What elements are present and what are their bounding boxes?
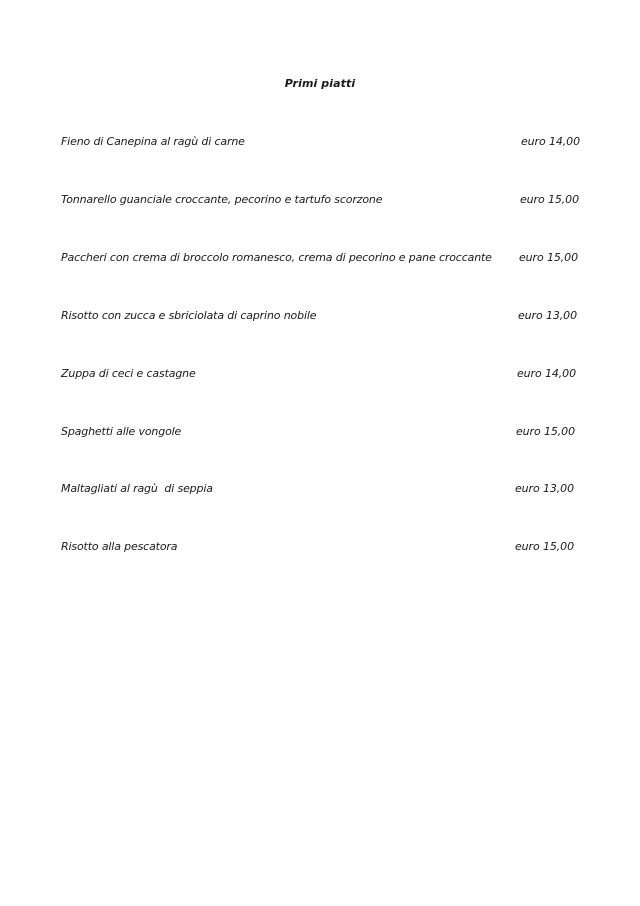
menu-item-name: Risotto con zucca e sbriciolata di caprino nobile	[61, 309, 317, 322]
menu-item-name: Tonnarello guanciale croccante, pecorino e tartufo scorzone	[61, 193, 383, 206]
menu-item-price: euro 13,00	[518, 309, 577, 322]
menu-item-price: euro 15,00	[519, 251, 578, 264]
menu-item-name: Maltagliati al ragù di seppia	[61, 482, 213, 495]
menu-item-price: euro 14,00	[517, 367, 576, 380]
section-title: Primi piatti	[284, 77, 356, 90]
menu-item-price: euro 15,00	[516, 425, 575, 438]
menu-item-price: euro 15,00	[520, 193, 579, 206]
menu-item-price: euro 13,00	[515, 482, 574, 495]
menu-item-name: Paccheri con crema di broccolo romanesco, crema di pecorino e pane croccante	[61, 251, 492, 264]
menu-item-price: euro 14,00	[521, 135, 580, 148]
menu-item-price: euro 15,00	[515, 540, 574, 553]
menu-item-name: Zuppa di ceci e castagne	[61, 367, 196, 380]
menu-item-name: Risotto alla pescatora	[61, 540, 178, 553]
menu-item-name: Spaghetti alle vongole	[61, 425, 182, 438]
menu-item-name: Fieno di Canepina al ragù di carne	[61, 135, 245, 148]
